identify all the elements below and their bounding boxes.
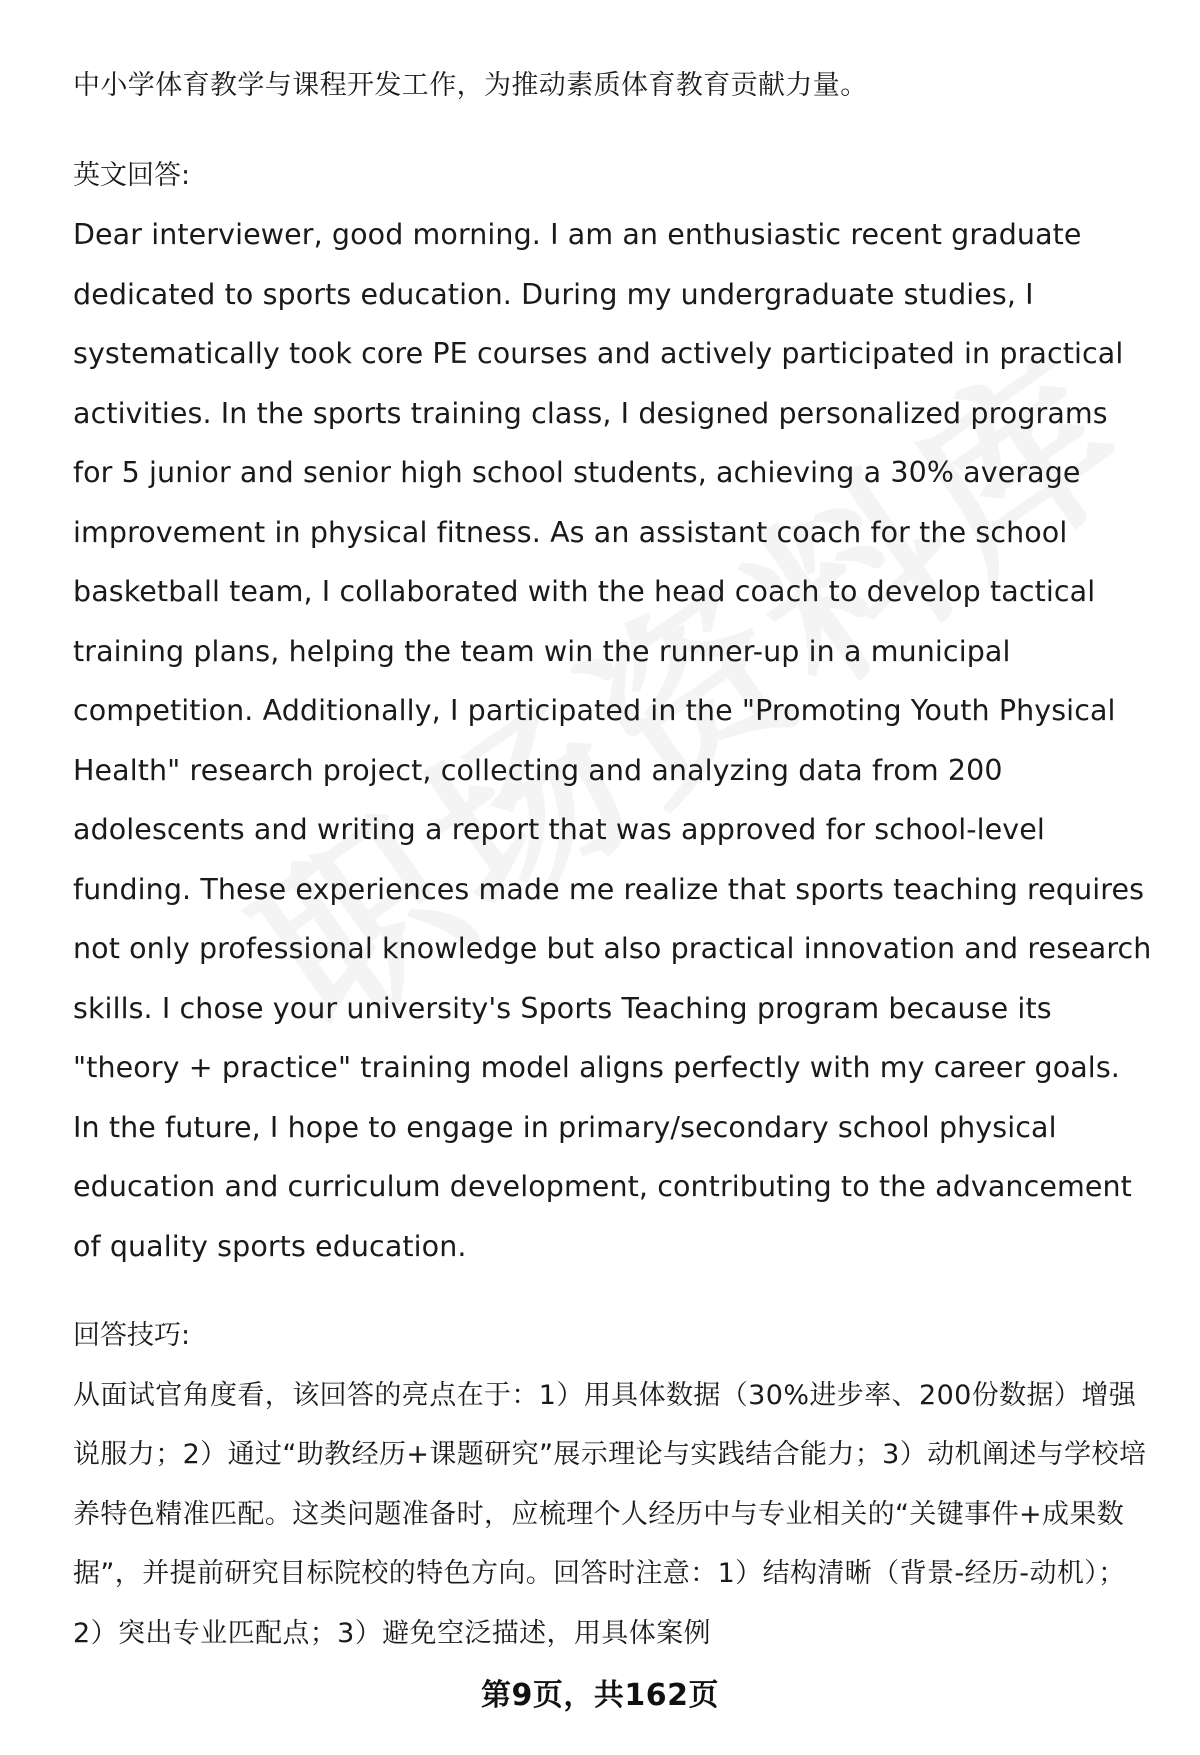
- english-answer-text: Dear interviewer, good morning. I am an enthusiastic recent graduate dedicated to sports education. During my undergraduate studies, I systematically took core PE courses and actively participated in practical activities. In the sports training class, I designed personalized programs for 5 junior and senior high school students, achieving a 30% average improvement in physical fitness. As an assistant coach for the school basketball team, I collaborated with the head coach to develop tactical training plans, helping the team win the runner-up in a municipal competition. Additionally, I participated in the "Promoting Youth Physical Health" research project, collecting and analyzing data from 200 adolescents and writing a report that was approved for school-level funding. These experiences made me realize that sports teaching requires not only professional knowledge but also practical innovation and research skills. I chose your university's Sports Teaching program because its "theory + practice" training model aligns perfectly with my career goals. In the future, I hope to engage in primary/secondary school physical education and curriculum development, contributing to the advancement of quality sports education.: [73, 218, 1152, 1263]
- english-answer-heading: 英文回答:: [73, 159, 191, 191]
- page-number: 第9页，共162页: [481, 1678, 719, 1713]
- tips-text: 从面试官角度看，该回答的亮点在于：1）用具体数据（30%进步率、200份数据）增强说服力；2）通过“助教经历+课题研究”展示理论与实践结合能力；3）动机阐述与学校培养特色精准匹配。这类问题准备时，应梳理个人经历中与专业相关的“关键事件+成果数据”，并提前研究目标院校的特色方向。回答时注意：1）结构清晰（背景-经历-动机）；2）突出专业匹配点；3）避免空泛描述，用具体案例: [73, 1379, 1147, 1649]
- paragraph-gap: [73, 1276, 1153, 1306]
- page-content: [73, 56, 1153, 1663]
- intro-continuation: 中小学体育教学与课程开发工作，为推动素质体育教育贡献力量。: [73, 70, 868, 101]
- tips-heading: 回答技巧:: [73, 1320, 191, 1351]
- paragraph-gap: [73, 116, 1153, 146]
